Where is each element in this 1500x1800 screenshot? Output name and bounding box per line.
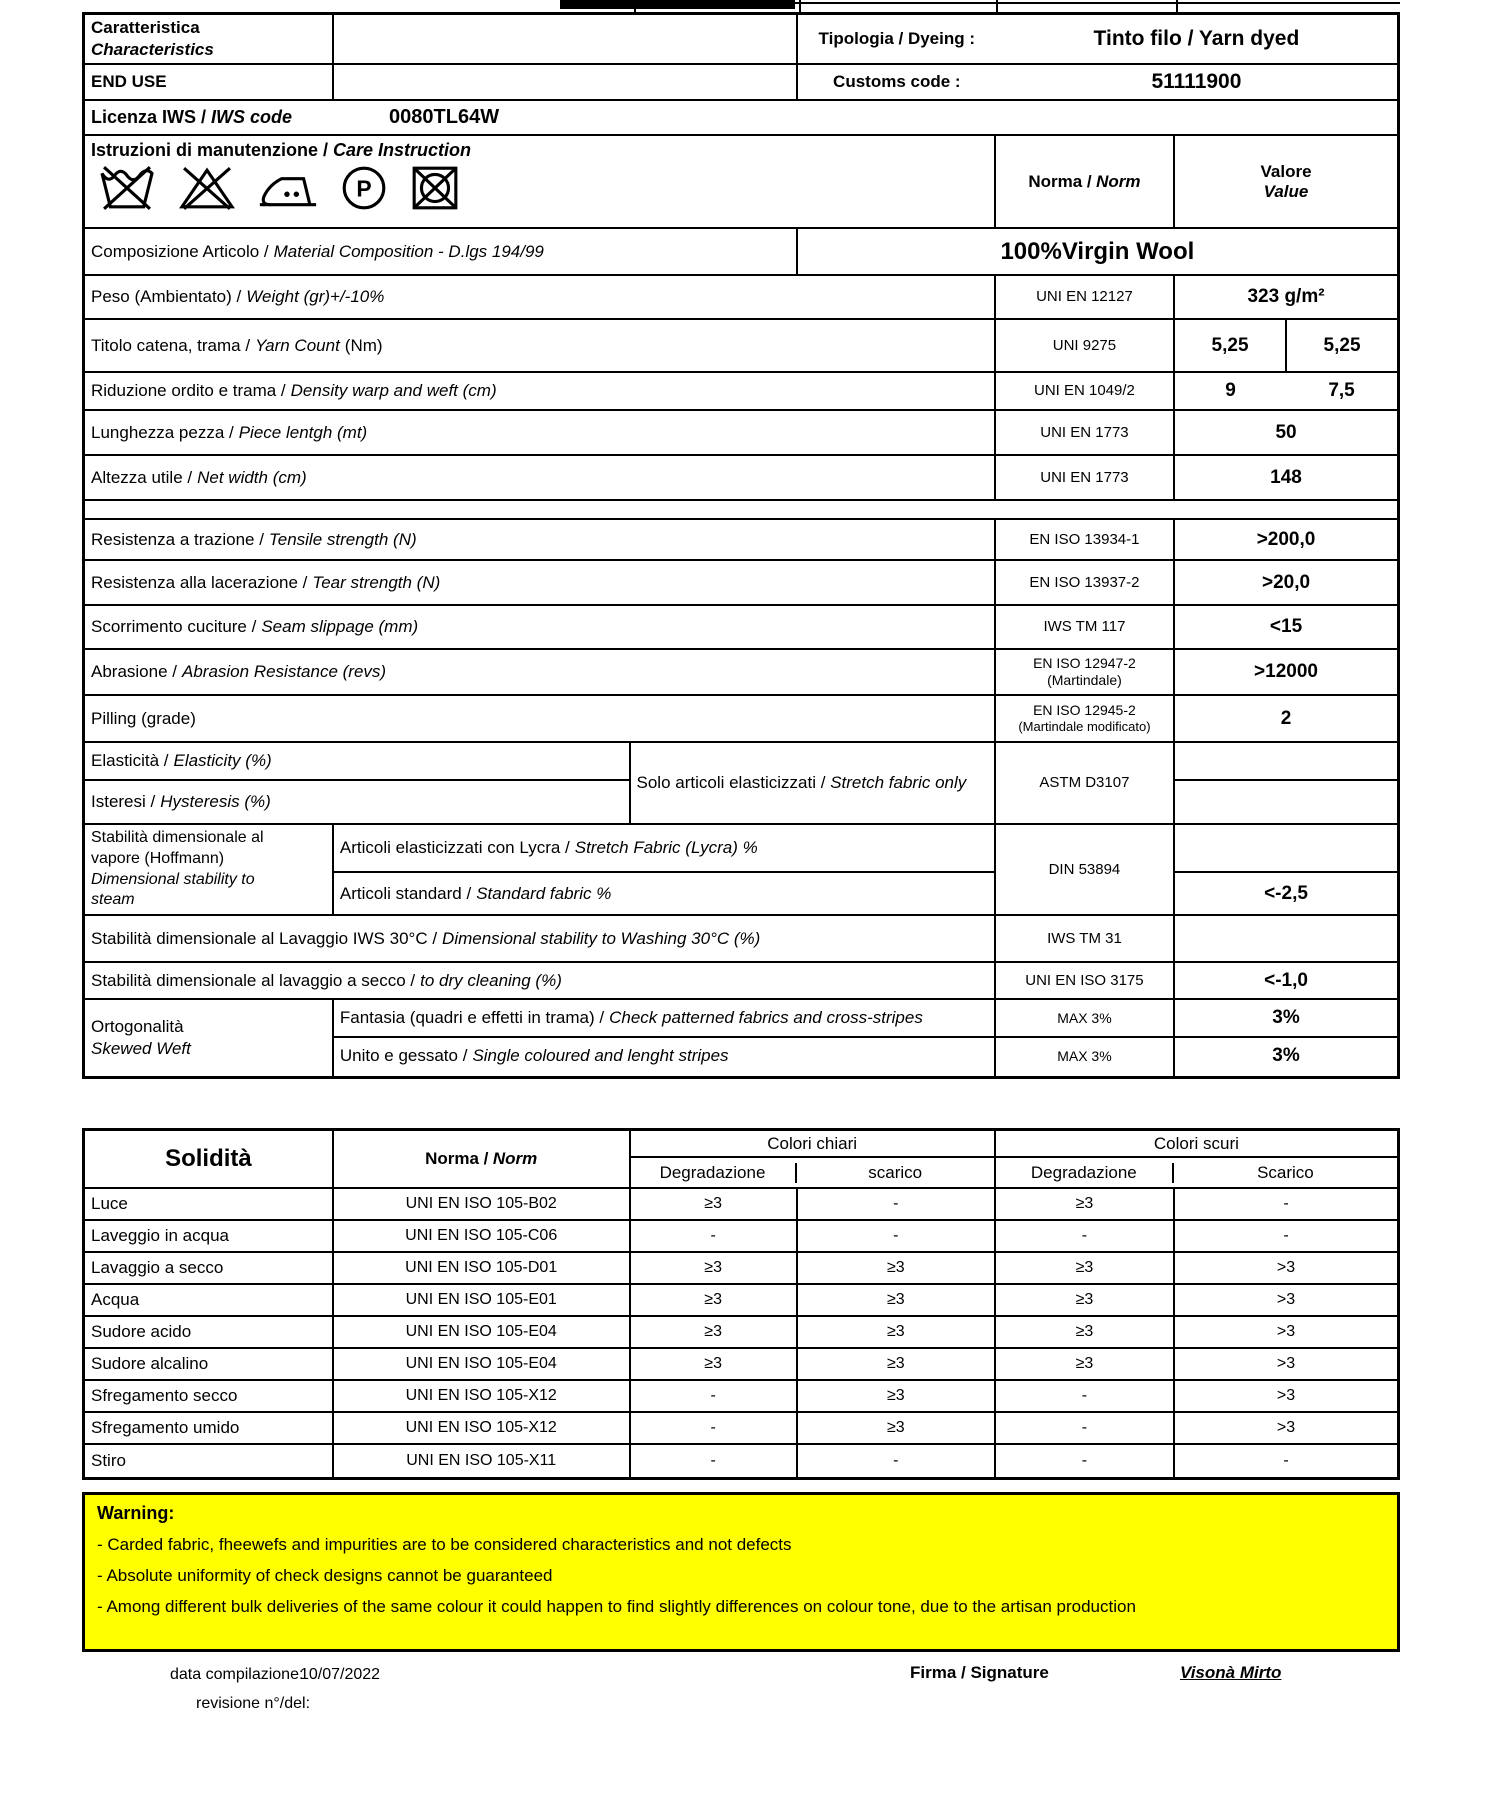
row-riduzione bbox=[85, 373, 1397, 411]
value-scuri-scarico: - bbox=[1283, 1195, 1289, 1212]
solidity-row-stiro bbox=[85, 1445, 1397, 1477]
iws-code-value: 0080TL64W bbox=[389, 106, 500, 128]
standard-fabric-value: <-2,5 bbox=[1264, 882, 1308, 904]
solidity-label: Acqua bbox=[85, 1285, 334, 1315]
value-scuri-scarico: - bbox=[1283, 1452, 1289, 1469]
pilling-label: Pilling (grade) bbox=[85, 696, 996, 741]
altezza-norm: UNI EN 1773 bbox=[996, 456, 1175, 499]
din-norm: DIN 53894 bbox=[996, 825, 1175, 914]
solidity-row-luce bbox=[85, 1189, 1397, 1221]
scuri-degradazione-header: Degradazione bbox=[996, 1163, 1174, 1183]
solidity-norm: UNI EN ISO 105-X12 bbox=[334, 1413, 631, 1443]
solidity-row-sudore-alcalino bbox=[85, 1349, 1397, 1381]
solidity-norm: UNI EN ISO 105-E01 bbox=[334, 1285, 631, 1315]
unito-value: 3% bbox=[1272, 1045, 1300, 1066]
value-scuri-degradazione: - bbox=[996, 1221, 1175, 1251]
row-spacer bbox=[85, 501, 1397, 520]
value-chiari-scarico: - bbox=[798, 1189, 996, 1219]
isteresi-label: Isteresi / Hysteresis (%) bbox=[91, 792, 271, 811]
caratteristica-label: Caratteristica Characteristics bbox=[85, 15, 334, 63]
row-elasticita-isteresi bbox=[85, 743, 1397, 825]
unito-norm: MAX 3% bbox=[1057, 1048, 1112, 1064]
row-pilling bbox=[85, 696, 1397, 743]
value-scuri-scarico: - bbox=[1283, 1227, 1289, 1244]
row-titolo bbox=[85, 320, 1397, 373]
scorrimento-value: <15 bbox=[1269, 616, 1303, 637]
value-scuri-degradazione: ≥3 bbox=[996, 1189, 1175, 1219]
titolo-value-warp: 5,25 bbox=[1175, 320, 1287, 371]
solidity-row-acqua bbox=[85, 1285, 1397, 1317]
solidity-norm: UNI EN ISO 105-E04 bbox=[334, 1349, 631, 1379]
value-chiari-degradazione: - bbox=[631, 1445, 798, 1477]
pilling-norm: EN ISO 12945-2 (Martindale modificato) bbox=[996, 696, 1175, 741]
value-scuri-degradazione: - bbox=[996, 1445, 1175, 1477]
value-scuri-scarico: >3 bbox=[1276, 1419, 1296, 1436]
warning-title: Warning: bbox=[97, 1503, 175, 1523]
value-chiari-degradazione: ≥3 bbox=[631, 1189, 798, 1219]
care-instructions-cell bbox=[85, 136, 996, 227]
titolo-value-weft: 5,25 bbox=[1323, 334, 1361, 356]
value-scuri-degradazione: ≥3 bbox=[996, 1253, 1175, 1283]
do-not-wash-icon bbox=[95, 163, 159, 213]
iron-two-dots-icon bbox=[255, 163, 321, 213]
solidity-norm: UNI EN ISO 105-C06 bbox=[334, 1221, 631, 1251]
row-end-use bbox=[85, 65, 1397, 101]
row-composizione bbox=[85, 229, 1397, 276]
abrasione-value: >12000 bbox=[1254, 661, 1318, 682]
colori-scuri-header: Colori scuri bbox=[996, 1131, 1397, 1158]
warning-line: - Carded fabric, fheewefs and impurities are to be considered characteristics and not defects bbox=[97, 1535, 792, 1554]
fantasia-norm: MAX 3% bbox=[996, 1000, 1173, 1038]
astm-norm: ASTM D3107 bbox=[996, 743, 1175, 823]
licenza-iws-cell: Licenza IWS / IWS code 0080TL64W bbox=[91, 106, 500, 128]
titolo-values bbox=[1175, 320, 1397, 371]
solidity-title: Solidità bbox=[85, 1131, 334, 1187]
value-chiari-scarico: ≥3 bbox=[798, 1253, 996, 1283]
do-not-tumble-dry-icon bbox=[407, 163, 463, 213]
scuri-scarico-header: Scarico bbox=[1257, 1162, 1314, 1182]
row-caratteristica bbox=[85, 15, 1397, 65]
colori-chiari-header: Colori chiari bbox=[631, 1131, 994, 1158]
stab-lavaggio-label: Stabilità dimensionale al Lavaggio IWS 30°C / Dimensional stability to Washing 30°C (%) bbox=[85, 916, 996, 961]
titolo-norm: UNI 9275 bbox=[996, 320, 1175, 371]
composizione-value: 100%Virgin Wool bbox=[1000, 237, 1195, 265]
stretch-note-cell: Solo articoli elasticizzati / Stretch fabric only bbox=[631, 743, 996, 823]
solidity-row-lavaggio-secco bbox=[85, 1253, 1397, 1285]
row-stab-lavaggio bbox=[85, 916, 1397, 963]
data-compilazione-value: 10/07/2022 bbox=[300, 1666, 381, 1683]
riduzione-norm: UNI EN 1049/2 bbox=[996, 373, 1175, 409]
scorrimento-norm: IWS TM 117 bbox=[996, 606, 1175, 648]
top-stub bbox=[634, 0, 636, 12]
chiari-degradazione-header: Degradazione bbox=[631, 1163, 797, 1183]
value-chiari-scarico: ≥3 bbox=[798, 1349, 996, 1379]
value-chiari-scarico: ≥3 bbox=[798, 1413, 996, 1443]
trazione-value: >200,0 bbox=[1256, 528, 1316, 550]
peso-label: Peso (Ambientato) / Weight (gr)+/-10% bbox=[85, 276, 996, 318]
value-scuri-degradazione: ≥3 bbox=[996, 1349, 1175, 1379]
solidity-label: Sudore alcalino bbox=[85, 1349, 334, 1379]
composizione-label: Composizione Articolo / Material Composition - D.lgs 194/99 bbox=[85, 229, 798, 274]
firma-label: Firma / Signature bbox=[910, 1663, 1049, 1682]
value-scuri-scarico: >3 bbox=[1276, 1291, 1296, 1308]
lunghezza-value: 50 bbox=[1275, 421, 1297, 443]
value-scuri-degradazione: - bbox=[996, 1413, 1175, 1443]
row-lunghezza bbox=[85, 411, 1397, 456]
do-not-bleach-icon bbox=[177, 163, 237, 213]
peso-norm: UNI EN 12127 bbox=[996, 276, 1175, 318]
trazione-norm: EN ISO 13934-1 bbox=[996, 520, 1175, 559]
chiari-scarico-header: scarico bbox=[868, 1162, 923, 1182]
pilling-value: 2 bbox=[1280, 707, 1292, 729]
main-spec-table bbox=[82, 12, 1400, 1079]
solidity-norm: UNI EN ISO 105-D01 bbox=[334, 1253, 631, 1283]
end-use-label: END USE bbox=[85, 65, 334, 99]
norma-header: Norma / Norm bbox=[996, 136, 1175, 227]
value-scuri-scarico: >3 bbox=[1276, 1355, 1296, 1372]
riduzione-values bbox=[1175, 373, 1397, 409]
care-icons bbox=[95, 163, 994, 213]
solidity-row-sudore-acido bbox=[85, 1317, 1397, 1349]
riduzione-value-warp: 9 bbox=[1225, 380, 1236, 401]
top-stub bbox=[799, 0, 801, 12]
dry-clean-P-icon bbox=[339, 163, 389, 213]
value-chiari-degradazione: ≥3 bbox=[631, 1317, 798, 1347]
stab-lavaggio-norm: IWS TM 31 bbox=[996, 916, 1175, 961]
lycra-value bbox=[1175, 825, 1397, 873]
revisione-label: revisione n°/del: bbox=[196, 1695, 311, 1712]
value-chiari-scarico: ≥3 bbox=[798, 1317, 996, 1347]
elasticita-label: Elasticità / Elasticity (%) bbox=[85, 743, 629, 781]
standard-fabric-label: Articoli standard / Standard fabric % bbox=[339, 883, 612, 903]
top-stub bbox=[1176, 0, 1178, 12]
solidity-label: Sudore acido bbox=[85, 1317, 334, 1347]
solidity-norm: UNI EN ISO 105-X12 bbox=[334, 1381, 631, 1411]
row-altezza bbox=[85, 456, 1397, 501]
fantasia-value: 3% bbox=[1175, 1000, 1397, 1038]
solidity-label: Lavaggio a secco bbox=[85, 1253, 334, 1283]
row-abrasione bbox=[85, 650, 1397, 696]
value-scuri-degradazione: ≥3 bbox=[996, 1285, 1175, 1315]
data-compilazione-label: data compilazione: bbox=[170, 1666, 304, 1683]
value-scuri-scarico: >3 bbox=[1276, 1323, 1296, 1340]
solidity-table bbox=[82, 1128, 1400, 1480]
abrasione-norm: EN ISO 12947-2 (Martindale) bbox=[996, 650, 1175, 694]
lunghezza-label: Lunghezza pezza / Piece lentgh (mt) bbox=[85, 411, 996, 454]
row-stab-secco bbox=[85, 963, 1397, 1000]
warning-line: - Among different bulk deliveries of the same colour it could happen to find slightly differences on colour tone, due to the artisan production bbox=[97, 1597, 1136, 1616]
lycra-label: Articoli elasticizzati con Lycra / Stretch Fabric (Lycra) % bbox=[334, 825, 994, 873]
row-licenza-iws bbox=[85, 101, 1397, 136]
value-scuri-degradazione: - bbox=[996, 1381, 1175, 1411]
warning-line: - Absolute uniformity of check designs cannot be guaranteed bbox=[97, 1566, 553, 1585]
care-title: Istruzioni di manutenzione / Care Instruction bbox=[91, 140, 472, 160]
peso-value: 323 g/m² bbox=[1247, 286, 1325, 307]
solidity-norm-header: Norma / Norm bbox=[334, 1131, 631, 1187]
lunghezza-norm: UNI EN 1773 bbox=[996, 411, 1175, 454]
lacerazione-norm: EN ISO 13937-2 bbox=[996, 561, 1175, 604]
warning-box bbox=[82, 1492, 1400, 1652]
value-chiari-degradazione: - bbox=[631, 1413, 798, 1443]
fantasia-label: Fantasia (quadri e effetti in trama) / Check patterned fabrics and cross-stripes bbox=[334, 1000, 994, 1038]
solidity-norm: UNI EN ISO 105-E04 bbox=[334, 1317, 631, 1347]
value-chiari-degradazione: - bbox=[631, 1381, 798, 1411]
value-scuri-scarico: >3 bbox=[1276, 1259, 1296, 1276]
solidity-label: Sfregamento secco bbox=[85, 1381, 334, 1411]
stabilita-vapore-label: Stabilità dimensionale al vapore (Hoffmann) Dimensional stability to steam bbox=[85, 825, 334, 914]
value-scuri-degradazione: ≥3 bbox=[996, 1317, 1175, 1347]
isteresi-value bbox=[1175, 781, 1397, 823]
signature-value: Visonà Mirto bbox=[1180, 1663, 1282, 1682]
trazione-label: Resistenza a trazione / Tensile strength (N) bbox=[85, 520, 996, 559]
row-lacerazione bbox=[85, 561, 1397, 606]
stab-lavaggio-value bbox=[1175, 916, 1397, 961]
value-chiari-scarico: - bbox=[798, 1221, 996, 1251]
riduzione-value-weft: 7,5 bbox=[1328, 380, 1355, 401]
valore-header: Valore Value bbox=[1260, 161, 1312, 201]
caratteristica-value-cell bbox=[334, 15, 798, 63]
value-chiari-scarico: ≥3 bbox=[798, 1285, 996, 1315]
value-chiari-degradazione: ≥3 bbox=[631, 1349, 798, 1379]
row-trazione bbox=[85, 520, 1397, 561]
row-stabilita-vapore bbox=[85, 825, 1397, 916]
solidity-row-sfregamento-umido bbox=[85, 1413, 1397, 1445]
unito-label: Unito e gessato / Single coloured and lenght stripes bbox=[339, 1046, 729, 1065]
row-peso bbox=[85, 276, 1397, 320]
row-ortogonalita bbox=[85, 1000, 1397, 1076]
ortogonalita-label: Ortogonalità Skewed Weft bbox=[85, 1000, 334, 1076]
solidity-row-laveggio-acqua bbox=[85, 1221, 1397, 1253]
solidity-norm: UNI EN ISO 105-X11 bbox=[334, 1445, 631, 1477]
solidity-row-sfregamento-secco bbox=[85, 1381, 1397, 1413]
top-partial-row bbox=[0, 0, 1500, 12]
altezza-value: 148 bbox=[1270, 466, 1302, 488]
solidity-header bbox=[85, 1131, 1397, 1189]
altezza-label: Altezza utile / Net width (cm) bbox=[85, 456, 996, 499]
svg-text:P: P bbox=[356, 175, 372, 202]
scorrimento-label: Scorrimento cuciture / Seam slippage (mm) bbox=[85, 606, 996, 648]
top-stub bbox=[996, 0, 998, 12]
customs-code-label: Customs code : bbox=[833, 72, 961, 91]
value-scuri-scarico: >3 bbox=[1276, 1387, 1296, 1404]
stab-secco-label: Stabilità dimensionale al lavaggio a secco / to dry cleaning (%) bbox=[85, 963, 996, 998]
stab-secco-norm: UNI EN ISO 3175 bbox=[996, 963, 1175, 998]
row-care-instructions bbox=[85, 136, 1397, 229]
lacerazione-label: Resistenza alla lacerazione / Tear strength (N) bbox=[85, 561, 996, 604]
tipologia-label: Tipologia / Dyeing : bbox=[818, 29, 976, 48]
lacerazione-value: >20,0 bbox=[1261, 571, 1311, 593]
value-chiari-scarico: - bbox=[798, 1445, 996, 1477]
riduzione-label: Riduzione ordito e trama / Density warp and weft (cm) bbox=[85, 373, 996, 409]
top-divider-line bbox=[634, 2, 1400, 4]
value-chiari-degradazione: ≥3 bbox=[631, 1285, 798, 1315]
abrasione-label: Abrasione / Abrasion Resistance (revs) bbox=[85, 650, 996, 694]
solidity-label: Luce bbox=[85, 1189, 334, 1219]
titolo-label: Titolo catena, trama / Yarn Count (Nm) bbox=[85, 320, 996, 371]
value-chiari-degradazione: - bbox=[631, 1221, 798, 1251]
end-use-value-cell bbox=[334, 65, 798, 99]
solidity-label: Sfregamento umido bbox=[85, 1413, 334, 1443]
row-scorrimento bbox=[85, 606, 1397, 650]
value-chiari-scarico: ≥3 bbox=[798, 1381, 996, 1411]
tipologia-value: Tinto filo / Yarn dyed bbox=[1093, 27, 1300, 50]
value-chiari-degradazione: ≥3 bbox=[631, 1253, 798, 1283]
stab-secco-value: <-1,0 bbox=[1264, 969, 1308, 991]
elasticita-value bbox=[1175, 743, 1397, 781]
solidity-label: Laveggio in acqua bbox=[85, 1221, 334, 1251]
solidity-label: Stiro bbox=[85, 1445, 334, 1477]
solidity-norm: UNI EN ISO 105-B02 bbox=[334, 1189, 631, 1219]
customs-code-value: 51111900 bbox=[1151, 70, 1242, 93]
